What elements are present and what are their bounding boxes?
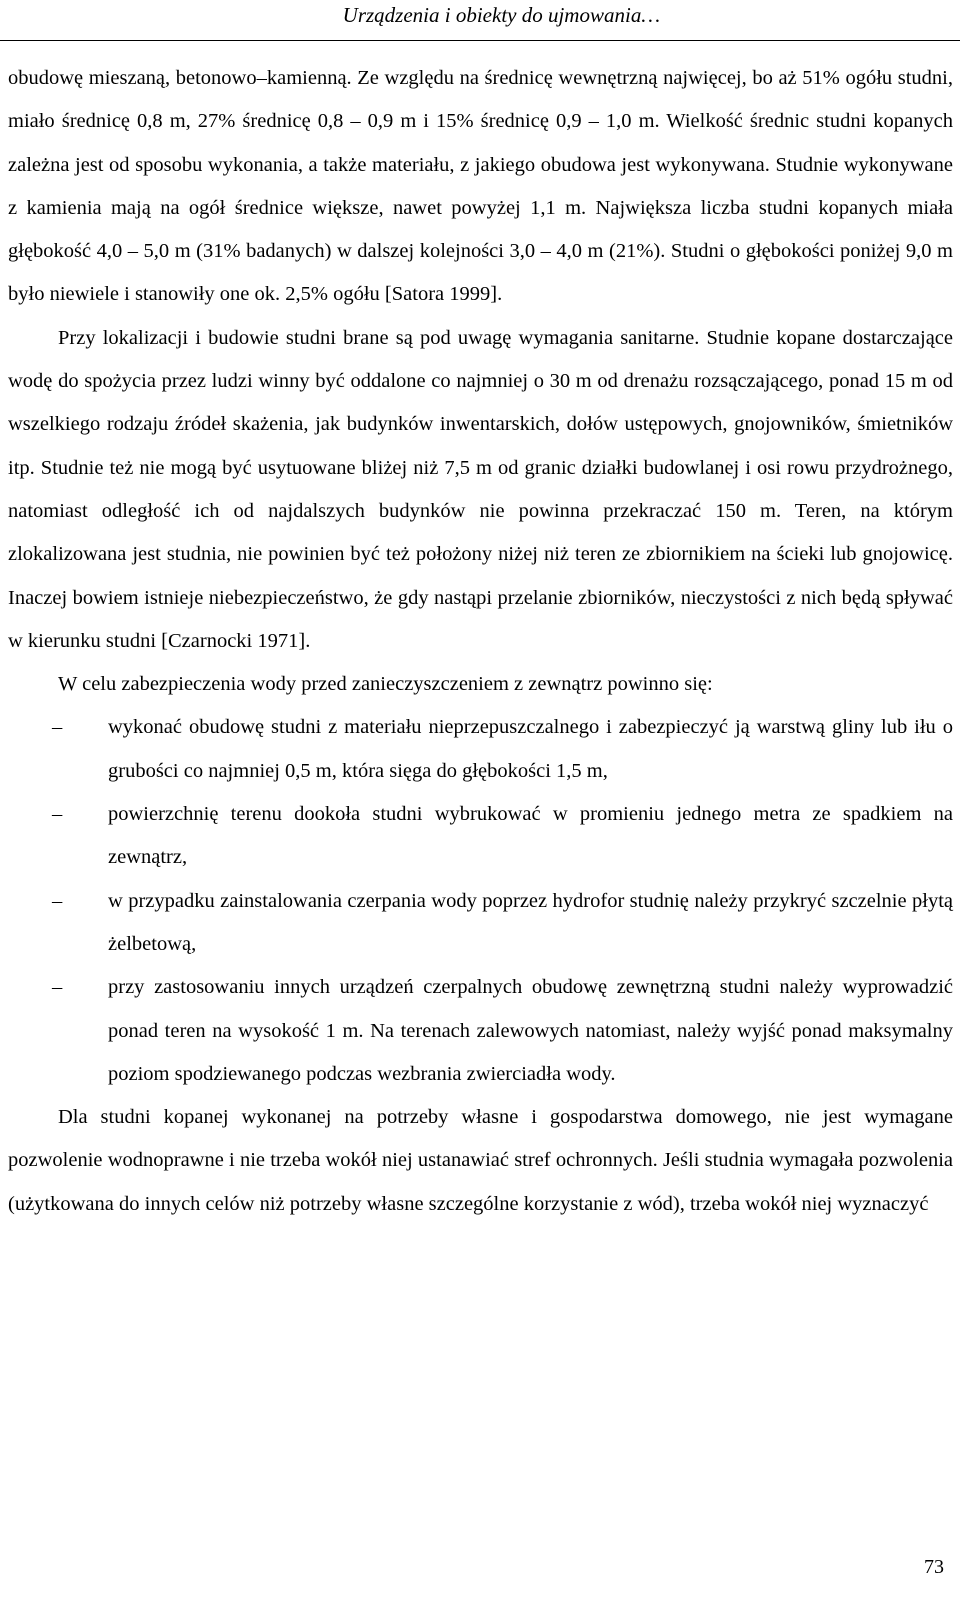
list-item (8, 793, 953, 880)
list-item-text: przy zastosowaniu innych urządzeń czerpalnych obudowę zewnętrzną studni należy wyprowadzić ponad teren na wysokość 1 m. Na terenach zalewowych natomiast, należy wyjść ponad maksymalny poziom spodziewanego podczas wezbrania zwierciadła wody. (108, 976, 953, 1085)
dash-bullet-icon: – (52, 803, 63, 826)
paragraph-well-diameters: obudowę mieszaną, betonowo–kamienną. Ze względu na średnicę wewnętrzną najwięcej, bo aż 51% ogółu studni, miało średnicę 0,8 m, 27% średnicę 0,8 – 0,9 m i 15% średnicę 0,9 – 1,0 m. Wielkość średnic studni kopanych zależna jest od sposobu wykonania, a także materiału, z jakiego obudowa jest wykonywana. Studnie wykonywane z kamienia mają na ogół średnice większe, nawet powyżej 1,1 m. Największa liczba studni kopanych miała głębokość 4,0 – 5,0 m (31% badanych) w dalszej kolejności 3,0 – 4,0 m (21%). Studni o głębokości poniżej 9,0 m było niewiele i stanowiły one ok. 2,5% ogółu [Satora 1999]. (8, 67, 953, 306)
running-header-title: Urządzenia i obiekty do ujmowania… (342, 3, 660, 27)
list-item (8, 706, 953, 793)
list-item-text: wykonać obudowę studni z materiału nieprzepuszczalnego i zabezpieczyć ją warstwą gliny lub iłu o grubości co najmniej 0,5 m, która sięga do głębokości 1,5 m, (108, 716, 953, 782)
dash-bullet-icon: – (52, 716, 63, 739)
paragraph-sanitary-requirements: Przy lokalizacji i budowie studni brane są pod uwagę wymagania sanitarne. Studnie kopane dostarczające wodę do spożycia przez ludzi winny być oddalone co najmniej o 30 m od drenażu rozsączającego, ponad 15 m od wszelkiego rodzaju źródeł skażenia, jak budynków inwentarskich, dołów ustępowych, gnojowników, śmietników itp. Studnie też nie mogą być usytuowane bliżej niż 7,5 m od granic działki budowlanej i osi rowu przydrożnego, natomiast odległość ich od najdalszych budynków nie powinna przekraczać 150 m. Teren, na którym zlokalizowana jest studnia, nie powinien być też położony niżej niż teren ze zbiornikiem na ścieki lub gnojowicę. Inaczej bowiem istnieje niebezpieczeństwo, że gdy nastąpi przelanie zbiorników, nieczystości z nich będą spływać w kierunku studni [Czarnocki 1971]. (8, 326, 953, 652)
list-item-text: powierzchnię terenu dookoła studni wybrukować w promieniu jednego metra ze spadkiem na zewnątrz, (108, 803, 953, 869)
protection-measures-list (8, 706, 953, 1096)
list-item (8, 880, 953, 967)
dash-bullet-icon: – (52, 889, 63, 912)
paragraph-protection-intro: W celu zabezpieczenia wody przed zanieczyszczeniem z zewnątrz powinno się: (58, 673, 713, 696)
list-item-text: w przypadku zainstalowania czerpania wody poprzez hydrofor studnię należy przykryć szczelnie płytą żelbetową, (108, 889, 953, 955)
page-body (8, 57, 953, 1226)
list-item (8, 966, 953, 1096)
dash-bullet-icon: – (52, 976, 63, 999)
paragraph-water-permit: Dla studni kopanej wykonanej na potrzeby własne i gospodarstwa domowego, nie jest wymagane pozwolenie wodnoprawne i nie trzeba wokół niej ustanawiać stref ochronnych. Jeśli studnia wymagała pozwolenia (użytkowana do innych celów niż potrzeby własne szczególne korzystanie z wód), trzeba wokół niej wyznaczyć (8, 1106, 953, 1215)
running-header (0, 0, 960, 41)
page-number: 73 (924, 1556, 944, 1578)
